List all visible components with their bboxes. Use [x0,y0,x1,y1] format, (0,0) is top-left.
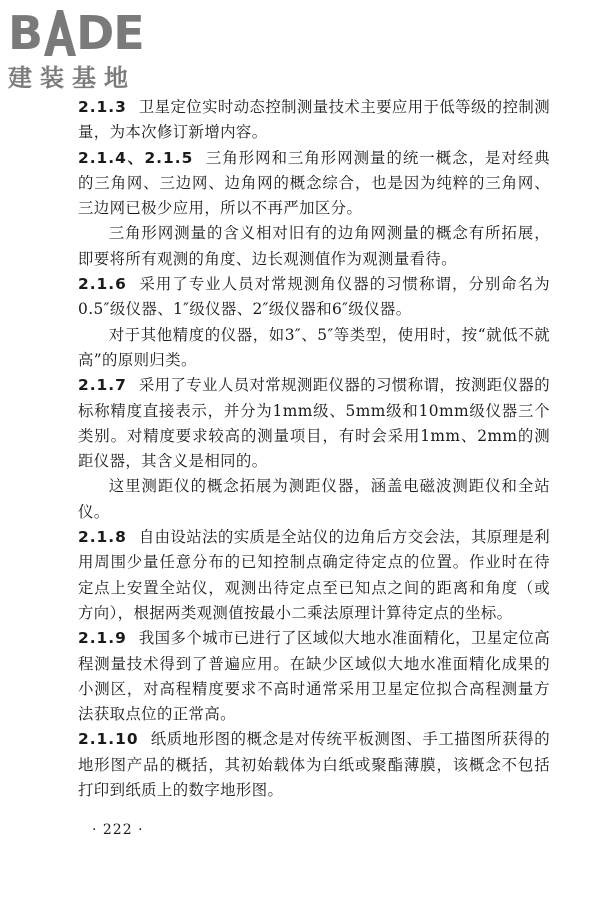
logo-a-mark [42,10,76,56]
paragraph-text: 卫星定位实时动态控制测量技术主要应用于低等级的控制测量，为本次修订新增内容。 [78,98,550,142]
clause-number: 2.1.4、2.1.5 [78,148,194,167]
paragraph-text: 自由设站法的实质是全站仪的边角后方交会法，其原理是利用周围少量任意分布的已知控制点确定待定点的位置。作业时在待定点上安置全站仪，观测出待定点至已知点之间的距离和角度（或方向），根据两类观测值按最小二乘法原理计算待定点的坐标。 [78,528,550,622]
logo-letter-b: B [8,6,43,60]
clause-number: 2.1.6 [78,275,127,294]
paragraph-2-1-4-continued [78,221,550,272]
bade-logo [8,6,178,92]
logo-letter-e: E [113,6,144,60]
paragraph-text: 采用了专业人员对常规测角仪器的习惯称谓，分别命名为0.5″级仪器、1″级仪器、2″级仪器和6″级仪器。 [78,275,550,319]
paragraph-text: 这里测距仪的概念拓展为测距仪器，涵盖电磁波测距仪和全站仪。 [78,477,550,521]
paragraph-2-1-7 [78,373,550,474]
document-body [78,95,550,803]
clause-number: 2.1.7 [78,376,127,395]
paragraph-text: 三角形网测量的含义相对旧有的边角网测量的概念有所拓展，即要将所有观测的角度、边长观测值作为观测量看待。 [78,224,550,268]
paragraph-2-1-6 [78,272,550,323]
clause-number: 2.1.9 [78,629,127,648]
clause-number: 2.1.8 [78,528,127,547]
paragraph-text: 我国多个城市已进行了区域似大地水准面精化，卫星定位高程测量技术得到了普遍应用。在缺少区域似大地水准面精化成果的小测区，对高程精度要求不高时通常采用卫星定位拟合高程测量方法获取点位的正常高。 [78,629,550,724]
paragraph-2-1-8 [78,525,550,626]
paragraph-2-1-4 [78,146,550,222]
paragraph-text: 纸质地形图的概念是对传统平板测图、手工描图所获得的地形图产品的概括，其初始载体为白纸或聚酯薄膜，该概念不包括打印到纸质上的数字地形图。 [78,730,550,800]
paragraph-2-1-7-continued [78,474,550,525]
paragraph-text: 三角形网和三角形网测量的统一概念，是对经典的三角网、三边网、边角网的概念综合，也是因为纯粹的三角网、三边网已极少应用，所以不再严加区分。 [78,148,550,218]
paragraph-2-1-6-continued [78,323,550,374]
page-number: · 222 · [92,822,144,838]
paragraph-2-1-9 [78,626,550,727]
paragraph-2-1-10 [78,727,550,803]
logo-wordmark [8,6,178,60]
clause-number: 2.1.3 [78,98,127,116]
logo-subtitle: 建装基地 [8,64,136,92]
paragraph-text: 对于其他精度的仪器，如3″、5″等类型，使用时，按“就低不就高”的原则归类。 [78,325,550,369]
paragraph-text: 采用了专业人员对常规测距仪器的习惯称谓，按测距仪器的标称精度直接表示，并分为1mm级、5mm级和10mm级仪器三个类别。对精度要求较高的测量项目，有时会采用1mm、2mm的测距仪器，其含义是相同的。 [78,376,550,471]
logo-letter-d: D [76,6,114,60]
paragraph-2-1-3 [78,95,550,146]
clause-number: 2.1.10 [78,730,139,749]
